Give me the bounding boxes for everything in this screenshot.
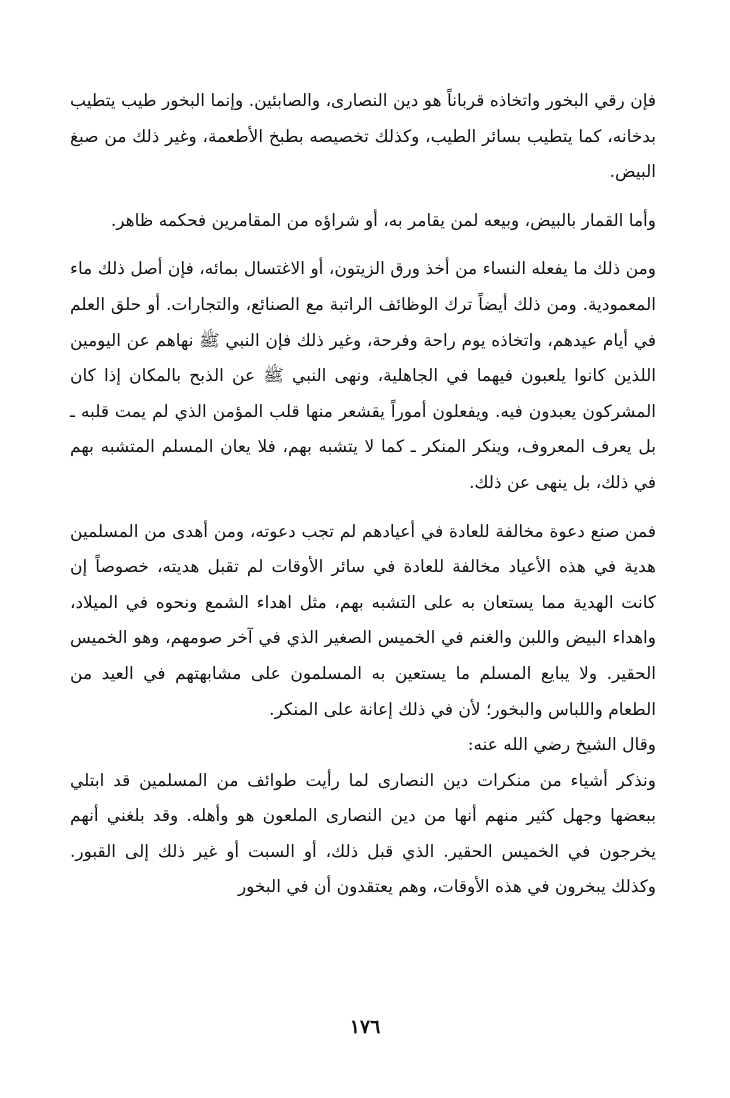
page-number: ١٧٦: [349, 1016, 381, 1038]
paragraph-1: فإن رقي البخور واتخاذه قرباناً هو دين النصارى، والصابئين. وإنما البخور طيب يتطيب بدخانه، كما يتطيب بسائر الطيب، وكذلك تخصيصه بطبخ الأطعمة، وغير ذلك من صبغ البيض.: [70, 91, 656, 183]
paragraph-2: وأما القمار بالبيض، وبيعه لمن يقامر به، أو شراؤه من المقامرين فحكمه ظاهر.: [110, 210, 656, 231]
paragraph-5: وقال الشيخ رضي الله عنه:: [467, 735, 656, 756]
body-text: [70, 84, 656, 906]
paragraph-4: فمن صنع دعوة مخالفة للعادة في أعيادهم لم تجب دعوته، ومن أهدى من المسلمين هدية في هذه الأعياد مخالفة للعادة في سائر الأوقات لم تقبل هديته، خصوصاً إن كانت الهدية مما يستعان به على التشبه بهم، مثل اهداء الشمع ونحوه في الميلاد، واهداء البيض واللبن والغنم في الخميس الصغير الذي في آخر صومهم، وهو الخميس الحقير. ولا يبايع المسلم ما يستعين به المسلمون على مشابهتهم في العيد من الطعام واللباس والبخور؛ لأن في ذلك إعانة على المنكر.: [70, 521, 656, 720]
paragraph-3: ومن ذلك ما يفعله النساء من أخذ ورق الزيتون، أو الاغتسال بمائه، فإن أصل ذلك ماء المعمودية. ومن ذلك أيضاً ترك الوظائف الراتبة مع الصنائع، والتجارات. أو حلق العلم في أيام عيدهم، واتخاذه يوم راحة وفرحة، وغير ذلك فإن النبي ﷺ نهاهم عن اليومين اللذين كانوا يلعبون فيهما في الجاهلية، ونهى النبي ﷺ عن الذبح بالمكان إذا كان المشركون يعبدون فيه. ويفعلون أموراً يقشعر منها قلب المؤمن الذي لم يمت قلبه ـ بل يعرف المعروف، وينكر المنكر ـ كما لا يتشبه بهم، فلا يعان المسلم المتشبه بهم في ذلك، بل ينهى عن ذلك.: [70, 259, 656, 493]
paragraph-6: ونذكر أشياء من منكرات دين النصارى لما رأيت طوائف من المسلمين قد ابتلي ببعضها وجهل كثير منهم أنها من دين النصارى الملعون هو وأهله. وقد بلغني أنهم يخرجون في الخميس الحقير. الذي قبل ذلك، أو السبت أو غير ذلك إلى القبور. وكذلك يبخرون في هذه الأوقات، وهم يعتقدون أن في البخور: [70, 770, 656, 898]
